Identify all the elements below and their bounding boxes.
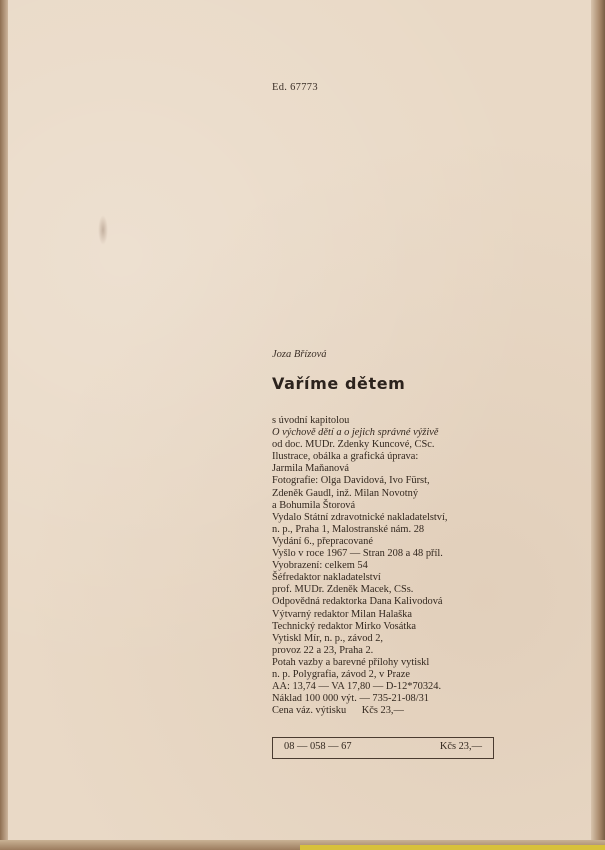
colophon-line: n. p., Praha 1, Malostranské nám. 28 (272, 523, 425, 535)
colophon-line: Vyobrazení: celkem 54 (272, 560, 368, 572)
colophon-line: Zdeněk Gaudl, inž. Milan Novotný (272, 487, 419, 499)
colophon-line: n. p. Polygrafia, závod 2, v Praze (272, 668, 410, 680)
box-right-rule (493, 738, 494, 758)
colophon-line: AA: 13,74 — VA 17,80 — D-12*70324. (272, 681, 442, 693)
colophon-line: od doc. MUDr. Zdenky Kuncové, CSc. (272, 439, 435, 451)
colophon-line: Odpovědná redaktorka Dana Kalivodová (272, 596, 443, 608)
colophon-line: a Bohumila Štorová (272, 499, 356, 511)
colophon-line: Fotografie: Olga Davidová, Ivo Fürst, (272, 475, 430, 487)
paper-stain (98, 215, 108, 245)
colophon-line: Vydání 6., přepracované (272, 535, 373, 547)
colophon-line-italic: O výchově dětí a o jejich správné výživě (272, 427, 439, 439)
colophon-line: prof. MUDr. Zdeněk Macek, CSs. (272, 584, 414, 596)
box-left-rule (272, 738, 273, 758)
colophon-line: s úvodní kapitolou (272, 415, 350, 426)
colophon-line: Jarmila Maňanová (272, 463, 350, 475)
colophon-line: Vytiskl Mír, n. p., závod 2, (272, 632, 383, 644)
page-left-edge (0, 0, 8, 850)
author-name: Joza Břízová (272, 349, 327, 360)
colophon-line: Šéfredaktor nakladatelství (272, 572, 381, 584)
catalog-code: 08 — 058 — 67 (284, 741, 352, 752)
catalog-box (272, 737, 494, 759)
page-right-edge (591, 0, 605, 850)
colophon (272, 415, 532, 717)
colophon-line: Náklad 100 000 výt. — 735-21-08/31 (272, 693, 429, 705)
colophon-line: Výtvarný redaktor Milan Halaška (272, 608, 412, 620)
colophon-line: Vydalo Státní zdravotnické nakladatelství, (272, 511, 448, 523)
colophon-line: Potah vazby a barevné přílohy vytiskl (272, 656, 430, 668)
cover-yellow-strip (300, 845, 605, 850)
colophon-line: provoz 22 a 23, Praha 2. (272, 644, 374, 656)
colophon-line: Cena váz. výtisku Kčs 23,— (272, 705, 404, 717)
price-label: Kčs 23,— (439, 741, 482, 752)
colophon-line: Vyšlo v roce 1967 — Stran 208 a 48 příl. (272, 548, 443, 560)
colophon-line: Technický redaktor Mirko Vosátka (272, 620, 417, 632)
edition-number: Ed. 67773 (272, 82, 318, 93)
colophon-line: Ilustrace, obálka a grafická úprava: (272, 451, 419, 463)
book-title: Vaříme dětem (272, 374, 406, 393)
